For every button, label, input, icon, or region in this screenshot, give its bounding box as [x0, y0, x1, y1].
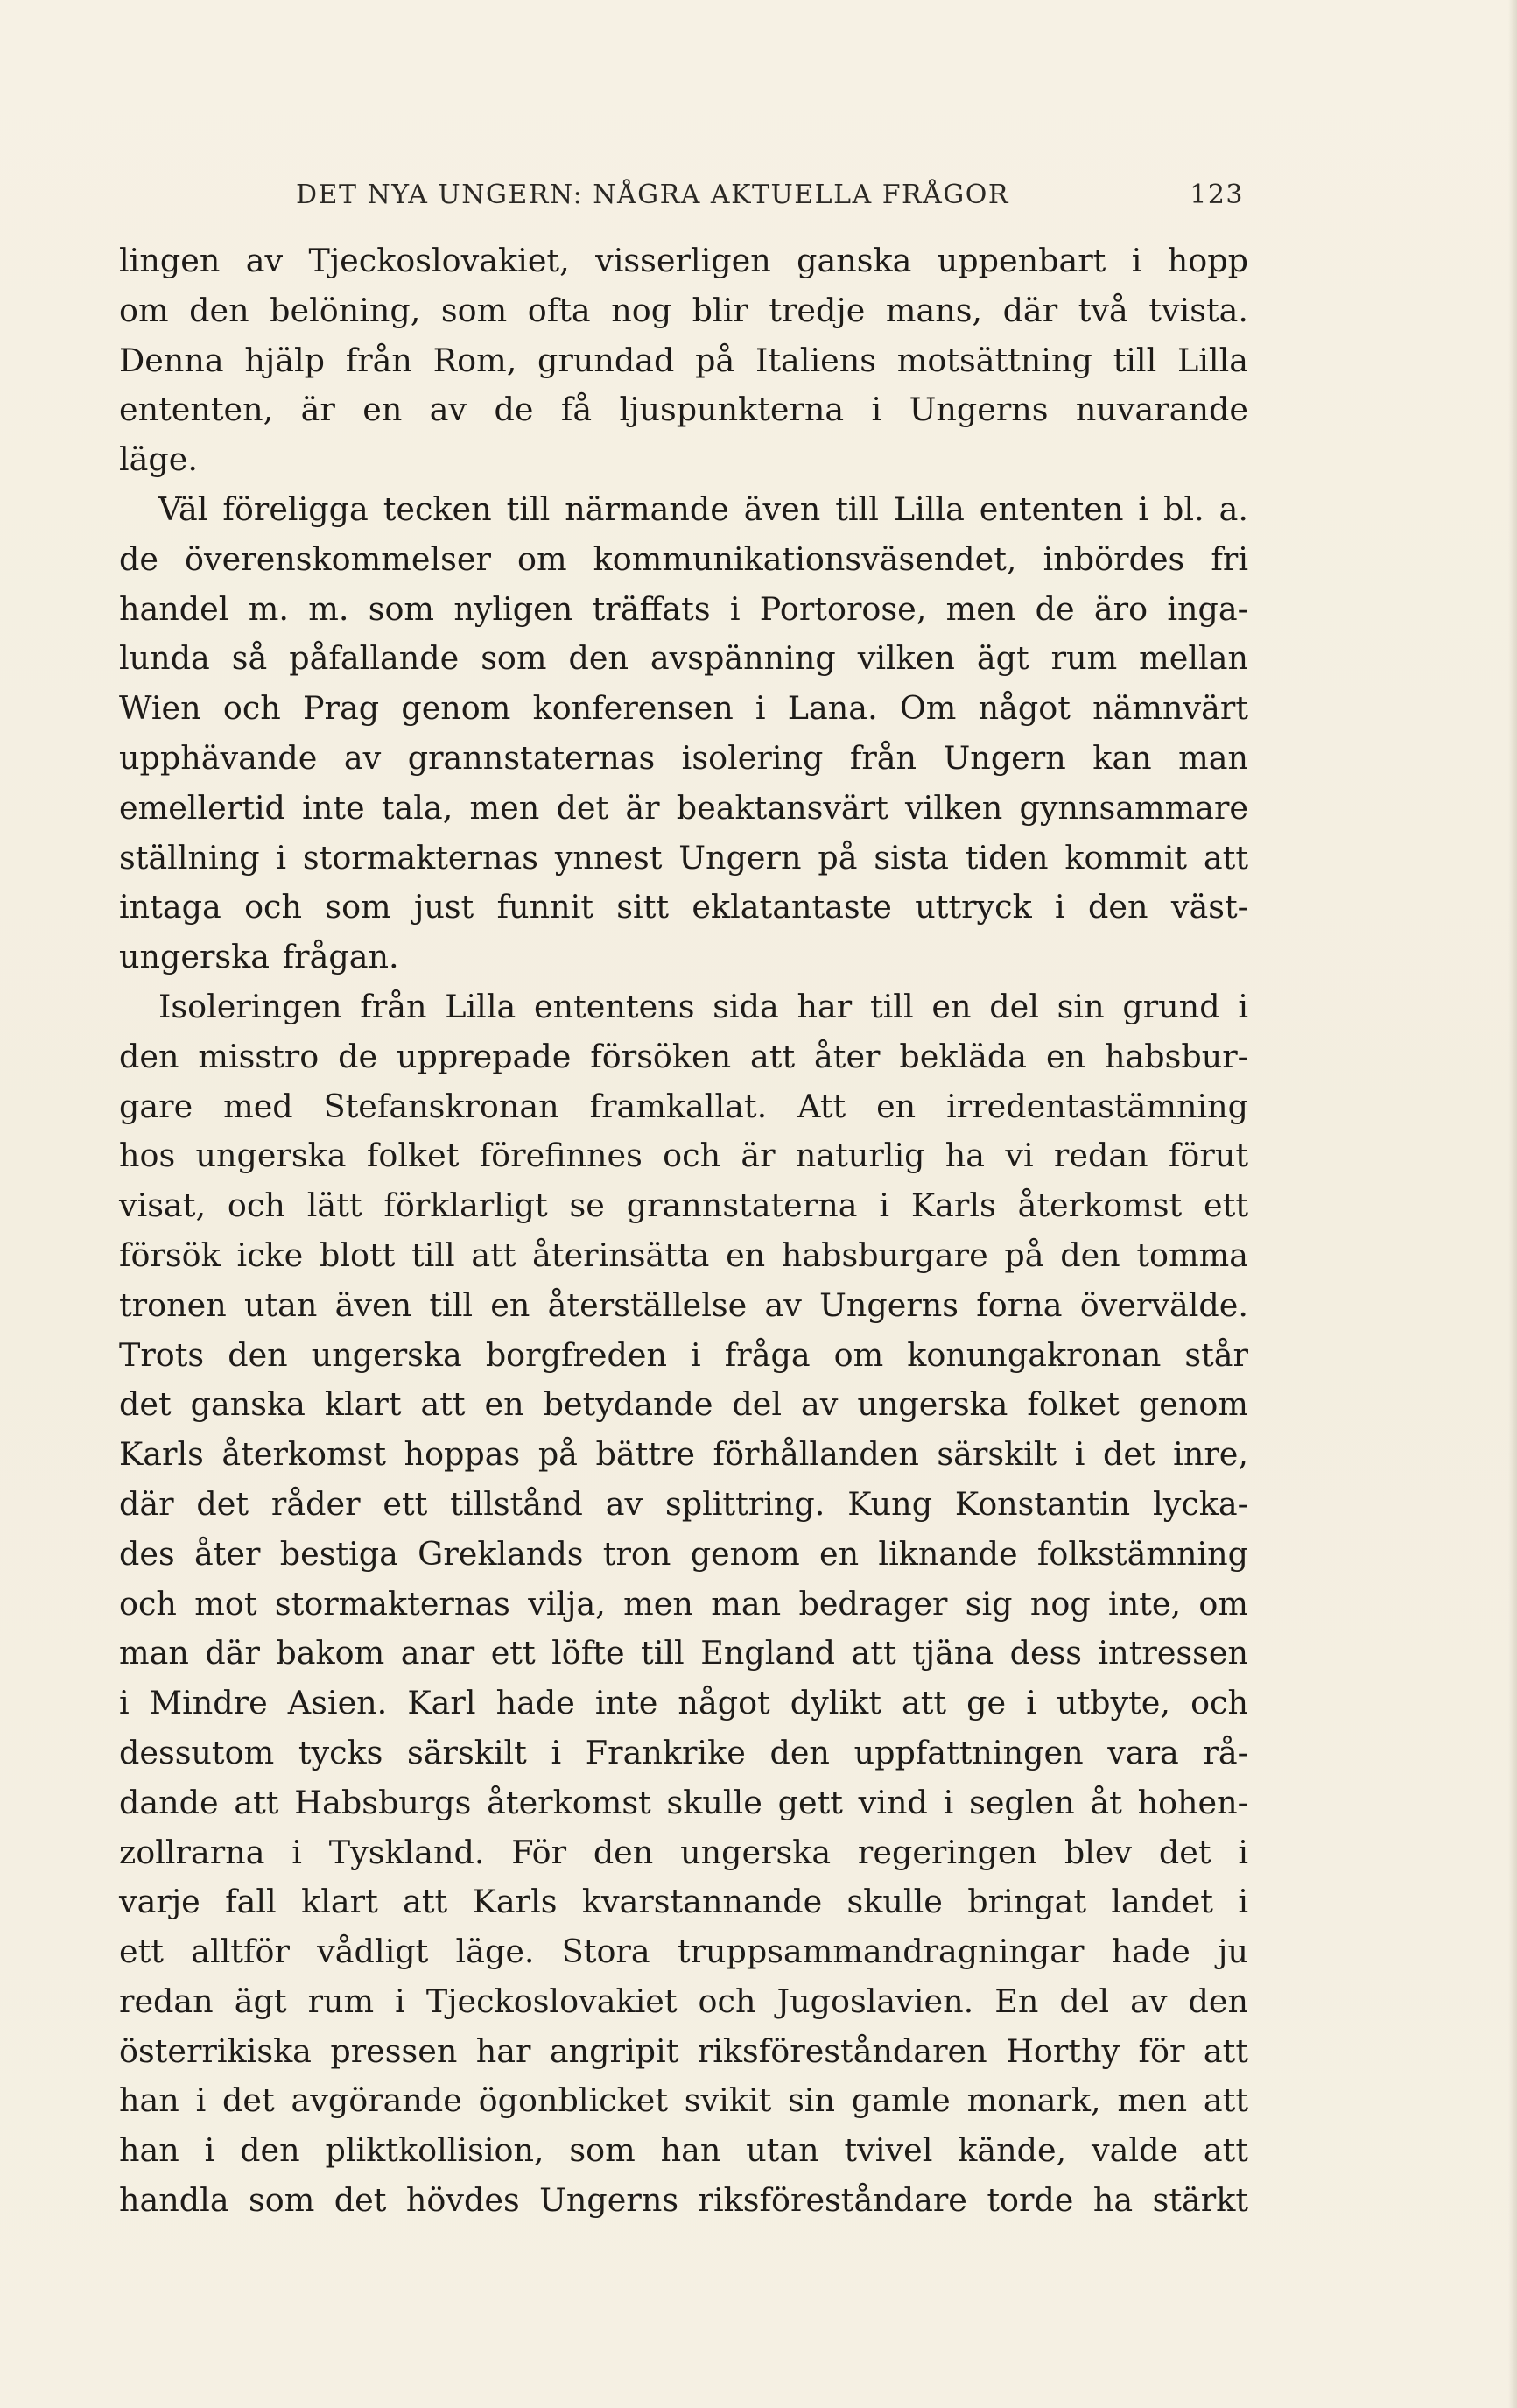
text-line: Karls återkomst hoppas på bättre förhållanden särskilt i det inre,	[119, 1435, 1248, 1474]
text-line: intaga och som just funnit sitt eklatantaste uttryck i den väst-	[119, 888, 1248, 926]
text-line: tronen utan även till en återställelse av Ungerns forna övervälde.	[119, 1285, 1248, 1324]
text-line: ett alltför vådligt läge. Stora truppsammandragningar hade ju	[119, 1933, 1248, 1971]
text-line: i Mindre Asien. Karl hade inte något dylikt att ge i utbyte, och	[119, 1684, 1248, 1722]
text-line: den misstro de upprepade försöken att åter bekläda en habsbur-	[119, 1037, 1248, 1075]
text-line: han i det avgörande ögonblicket svikit sin gamle monark, men att	[119, 2081, 1248, 2120]
text-line: emellertid inte tala, men det är beaktansvärt vilken gynnsammare	[119, 788, 1248, 827]
text-line: zollrarna i Tyskland. För den ungerska regeringen blev det i	[119, 1833, 1248, 1871]
text-line: visat, och lätt förklarligt se grannstaterna i Karls återkomst ett	[119, 1186, 1248, 1225]
text-line: det ganska klart att en betydande del av ungerska folket genom	[119, 1385, 1248, 1424]
text-line: Denna hjälp från Rom, grundad på Italiens motsättning till Lilla	[119, 341, 1248, 379]
text-line: upphävande av grannstaternas isolering från Ungern kan man	[119, 738, 1248, 777]
running-title: DET NYA UNGERN: NÅGRA AKTUELLA FRÅGOR	[296, 180, 1009, 210]
text-line: Trots den ungerska borgfreden i fråga om konungakronan står	[119, 1335, 1248, 1374]
text-line: handel m. m. som nyligen träffats i Portorose, men de äro inga-	[119, 589, 1248, 628]
text-line: de överenskommelser om kommunikationsväsendet, inbördes fri	[119, 539, 1248, 578]
text-line: des åter bestiga Greklands tron genom en liknande folkstämning	[119, 1534, 1248, 1573]
running-header	[121, 180, 1244, 218]
text-line: redan ägt rum i Tjeckoslovakiet och Jugoslavien. En del av den	[119, 1982, 1248, 2020]
text-line: dande att Habsburgs återkomst skulle gett vind i seglen åt hohen-	[119, 1783, 1248, 1821]
text-line: ungerska frågan.	[119, 938, 399, 976]
text-line: ställning i stormakternas ynnest Ungern på sista tiden kommit att	[119, 838, 1248, 877]
body-text	[119, 236, 1248, 2226]
text-line: Väl föreligga tecken till närmande även till Lilla ententen i bl. a.	[158, 489, 1248, 528]
text-line: försök icke blott till att återinsätta en habsburgare på den tomma	[119, 1236, 1248, 1274]
text-line: lunda så påfallande som den avspänning vilken ägt rum mellan	[119, 639, 1248, 678]
text-line: man där bakom anar ett löfte till England att tjäna dess intressen	[119, 1634, 1248, 1672]
text-line: Isoleringen från Lilla ententens sida har till en del sin grund i	[158, 987, 1248, 1025]
text-line: lingen av Tjeckoslovakiet, visserligen ganska uppenbart i hopp	[119, 242, 1248, 279]
text-line: handla som det hövdes Ungerns riksföreståndare torde ha stärkt	[119, 2181, 1248, 2220]
text-line: hos ungerska folket förefinnes och är naturlig ha vi redan förut	[119, 1137, 1248, 1175]
text-line: där det råder ett tillstånd av splittring. Kung Konstantin lycka-	[119, 1484, 1248, 1523]
text-line: österrikiska pressen har angripit riksföreståndaren Horthy för att	[119, 2031, 1248, 2070]
text-line: varje fall klart att Karls kvarstannande skulle bringat landet i	[119, 1883, 1248, 1921]
text-line: ententen, är en av de få ljuspunkterna i Ungerns nuvarande	[119, 391, 1248, 429]
text-line: dessutom tycks särskilt i Frankrike den uppfattningen vara rå-	[119, 1733, 1248, 1771]
page-edge-shadow	[1508, 0, 1517, 2408]
text-line: gare med Stefanskronan framkallat. Att en irredentastämning	[119, 1087, 1248, 1125]
page-number: 123	[1190, 180, 1244, 210]
text-line: läge.	[119, 440, 199, 479]
text-line: och mot stormakternas vilja, men man bedrager sig nog inte, om	[119, 1584, 1248, 1623]
text-line: han i den pliktkollision, som han utan tvivel kände, valde att	[119, 2131, 1248, 2170]
text-line: Wien och Prag genom konferensen i Lana. Om något nämnvärt	[119, 689, 1248, 728]
text-line: om den belöning, som ofta nog blir tredje mans, där två tvista.	[119, 291, 1248, 329]
